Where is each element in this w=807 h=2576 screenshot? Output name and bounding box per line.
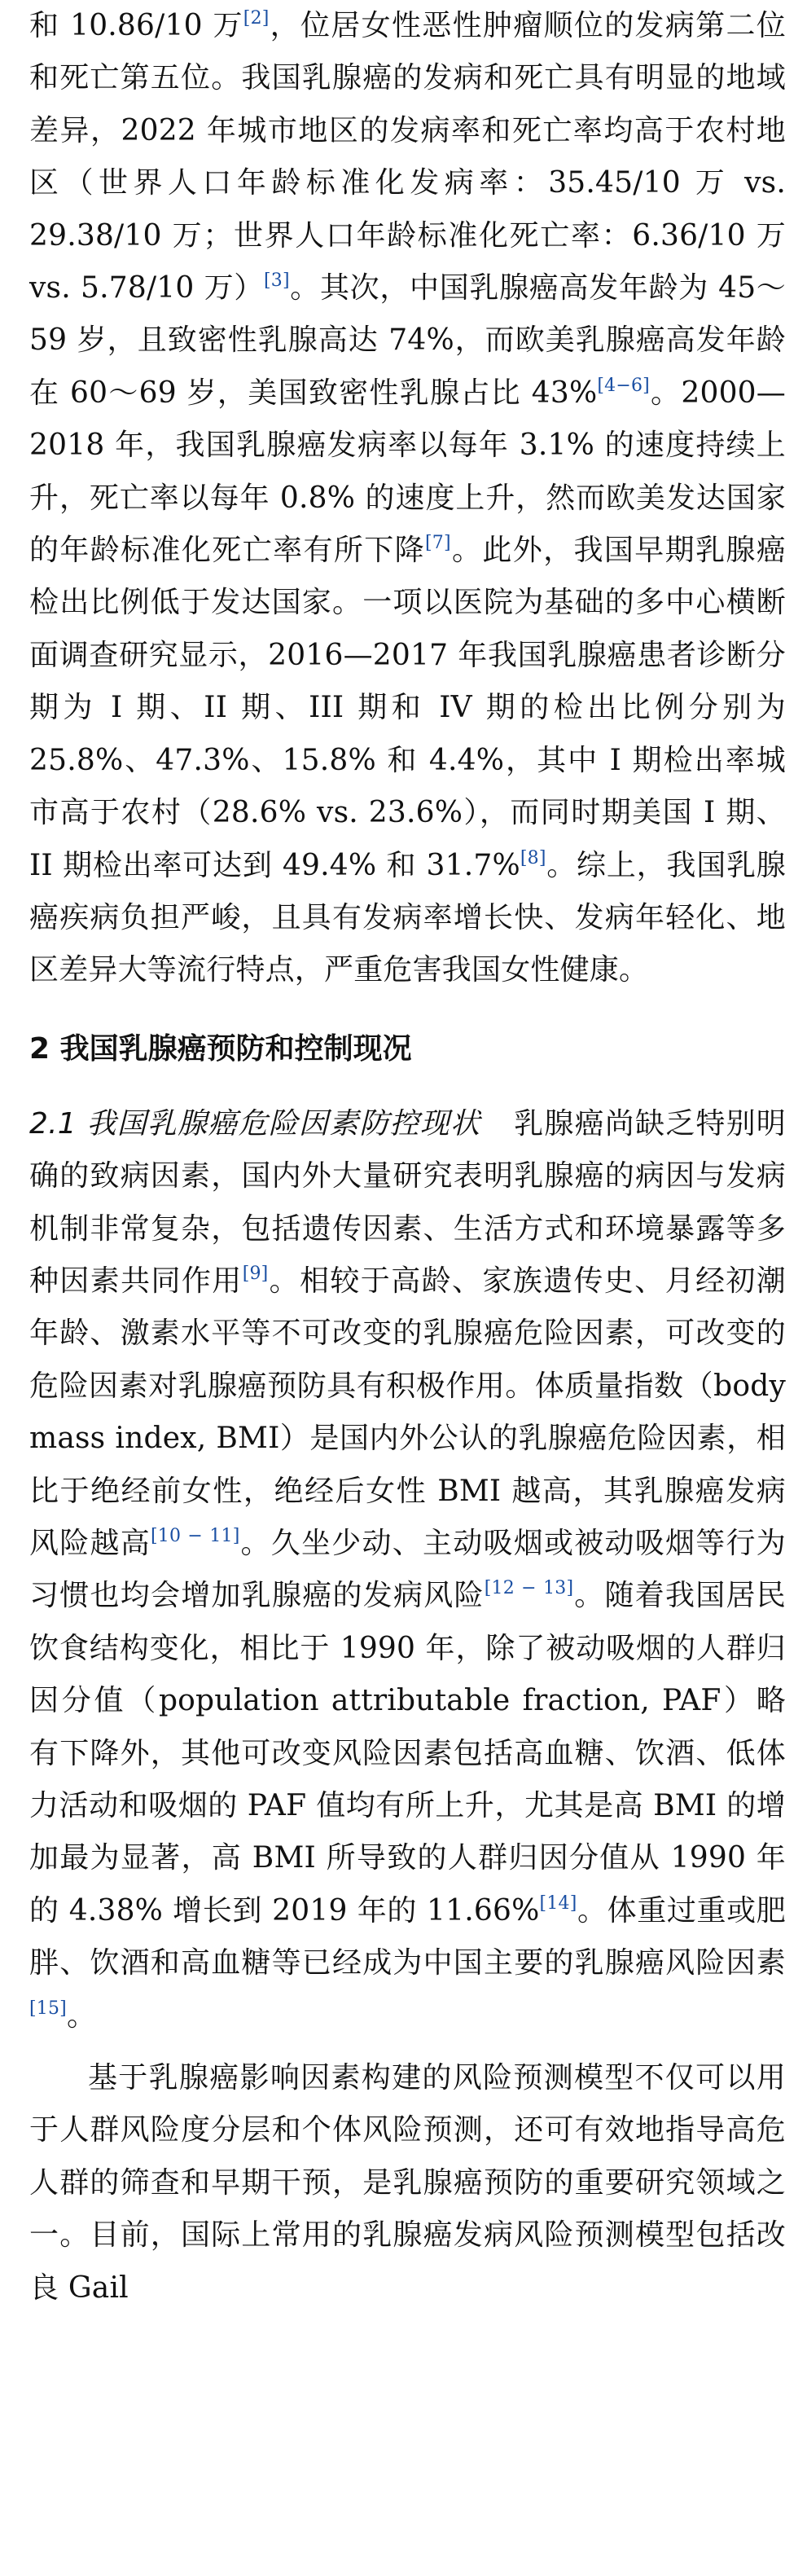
paragraph-text: 乳腺癌尚缺乏特别明确的致病因素，国内外大量研究表明乳腺癌的病因与发病机制非常复杂，包括遗传因素、生活方式和环境暴露等多种因素共同作用: [29, 1106, 786, 1298]
citation-ref[interactable]: [15]: [29, 1998, 67, 2019]
citation-ref[interactable]: [10 − 11]: [151, 1525, 240, 1546]
paragraph-text: 。相较于高龄、家族遗传史、月经初潮年龄、激素水平等不可改变的乳腺癌危险因素，可改变的危险因素对乳腺癌预防具有积极作用。体质量指数（body mass index, BMI）是国内外公认的乳腺癌危险因素，相比于绝经前女性，绝经后女性 BMI 越高，其乳腺癌发病风险越高: [29, 1264, 787, 1560]
paragraph-text: 。综上，我国乳腺癌疾病负担严峻，且具有发病率增长快、发病年轻化、地区差异大等流行特点，严重危害我国女性健康。: [29, 848, 786, 987]
paragraph-text: 。久坐少动、主动吸烟或被动吸烟等行为习惯也均会增加乳腺癌的发病风险: [29, 1526, 787, 1613]
citation-ref[interactable]: [2]: [243, 8, 270, 29]
paragraph-risk-models: [29, 2052, 786, 2314]
citation-ref[interactable]: [9]: [242, 1263, 269, 1284]
paragraph-text: 。随着我国居民饮食结构变化，相比于 1990 年，除了被动吸烟的人群归因分值（population attributable fraction, PAF）略有下降外，其他可改变风险因素包括高血糖、饮酒、低体力活动和吸烟的 PAF 值均有所上升，尤其是高 BMI 的增加最为显著，高 BMI 所导致的人群归因分值从 1990 年的 4.38% 增长到 2019 年的 11.66%: [29, 1579, 787, 1928]
paragraph-epidemiology: [29, 0, 786, 997]
paragraph-text: 基于乳腺癌影响因素构建的风险预测模型不仅可以用于人群风险度分层和个体风险预测，还可有效地指导高危人群的筛查和早期干预，是乳腺癌预防的重要研究领域之一。目前，国际上常用的乳腺癌发病风险预测模型包括改良 Gail: [29, 2061, 786, 2305]
paragraph-risk-factors: [29, 1098, 786, 2042]
citation-ref[interactable]: [3]: [264, 270, 290, 292]
paragraph-text: ，位居女性恶性肿瘤顺位的发病第二位和死亡第五位。我国乳腺癌的发病和死亡具有明显的地域差异，2022 年城市地区的发病率和死亡率均高于农村地区（世界人口年龄标准化发病率：35.45/10 万 vs. 29.38/10 万；世界人口年龄标准化死亡率：6.36/10 万 vs. 5.78/10 万）: [29, 9, 786, 306]
subsection-title: 2.1 我国乳腺癌危险因素防控现状: [29, 1106, 481, 1141]
paragraph-text: 和 10.86/10 万: [29, 9, 243, 42]
paragraph-gap: [29, 2042, 786, 2052]
paragraph-text: 。其次，中国乳腺癌高发年龄为 45～59 岁，且致密性乳腺高达 74%，而欧美乳腺癌高发年龄在 60～69 岁，美国致密性乳腺占比 43%: [29, 271, 786, 410]
citation-ref[interactable]: [8]: [520, 847, 546, 868]
paragraph-text: 。此外，我国早期乳腺癌检出比例低于发达国家。一项以医院为基础的多中心横断面调查研究显示，2016—2017 年我国乳腺癌患者诊断分期为 I 期、II 期、III 期和 IV 期的检出比例分别为 25.8%、47.3%、15.8% 和 4.4%，其中 I 期检出率城市高于农村（28.6% vs. 23.6%），而同时期美国 I 期、II 期检出率可达到 49.4% 和 31.7%: [29, 534, 786, 882]
citation-ref[interactable]: [4−6]: [597, 375, 650, 396]
section-heading: 2 我国乳腺癌预防和控制现况: [29, 1031, 412, 1066]
paragraph-text: 。2000—2018 年，我国乳腺癌发病率以每年 3.1% 的速度持续上升，死亡率以每年 0.8% 的速度上升，然而欧美发达国家的年龄标准化死亡率有所下降: [29, 376, 786, 568]
citation-ref[interactable]: [7]: [425, 533, 451, 554]
citation-ref[interactable]: [14]: [539, 1892, 577, 1914]
citation-ref[interactable]: [12 − 13]: [484, 1578, 574, 1599]
paragraph-text: 。: [66, 1998, 97, 2033]
paragraph-text: 。体重过重或肥胖、饮酒和高血糖等已经成为中国主要的乳腺癌风险因素: [29, 1893, 786, 1980]
